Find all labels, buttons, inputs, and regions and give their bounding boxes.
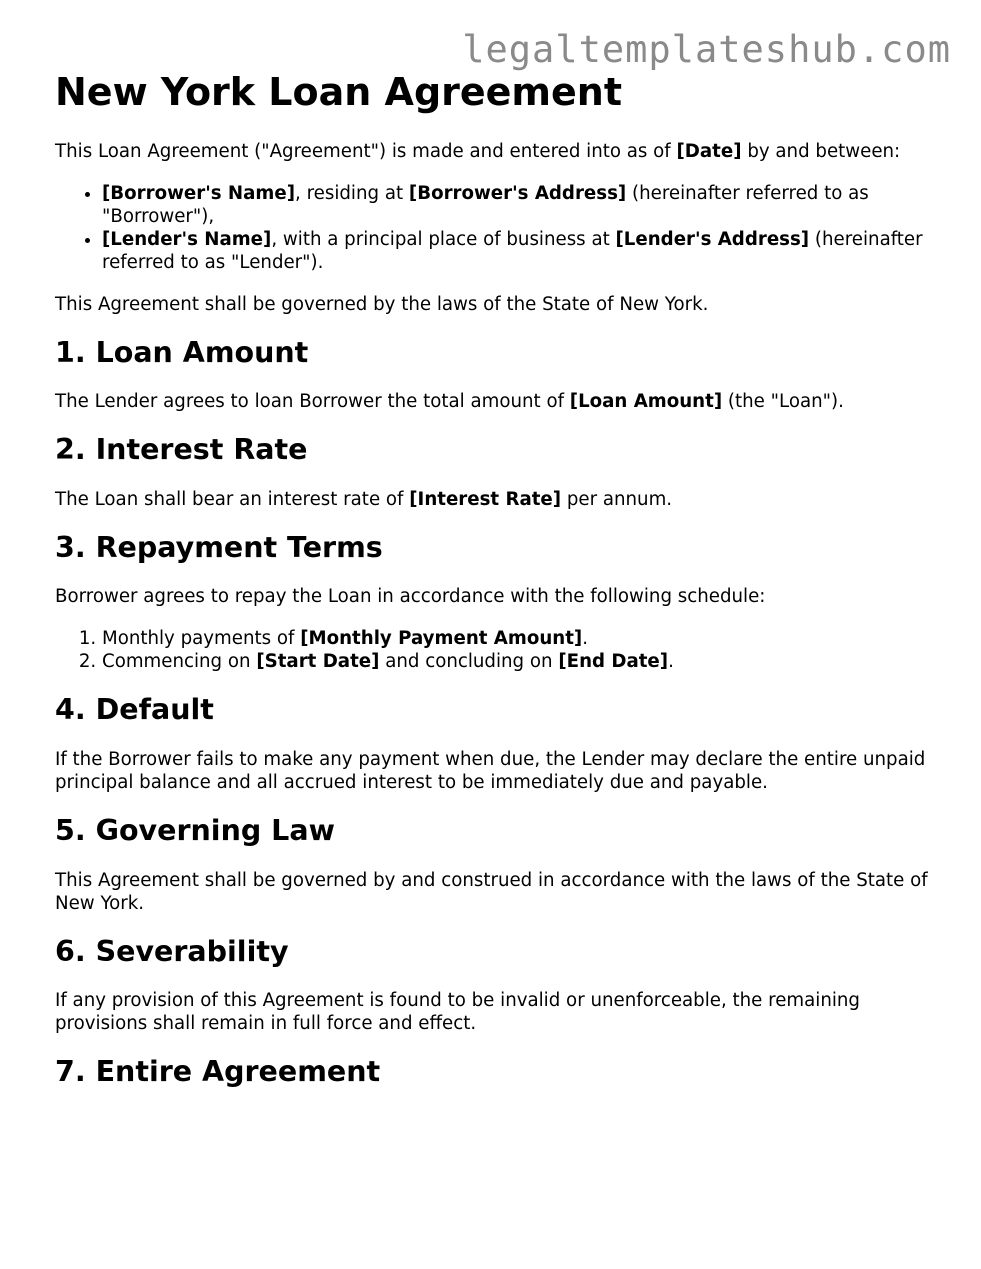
start-date-placeholder: [Start Date] — [256, 651, 380, 673]
section-interest-rate-heading: 2. Interest Rate — [55, 433, 308, 467]
lender-address-placeholder: [Lender's Address] — [615, 228, 810, 250]
intro-text-a: This Loan Agreement ("Agreement") is made and entered into as of — [55, 140, 677, 162]
section-repayment-text: Borrower agrees to repay the Loan in accordance with the following schedule: — [55, 586, 766, 608]
section-loan-amount-text — [55, 390, 935, 413]
monthly-payment-placeholder: [Monthly Payment Amount] — [300, 628, 583, 650]
repayment-item-dates — [102, 650, 935, 673]
loan-amount-text-c: (the "Loan"). — [722, 391, 844, 413]
interest-rate-text-a: The Loan shall bear an interest rate of — [55, 488, 410, 510]
borrower-text-mid: , residing at — [295, 182, 409, 204]
repayment-schedule-list — [55, 627, 935, 673]
interest-rate-placeholder: [Interest Rate] — [409, 488, 562, 510]
loan-amount-text-a: The Lender agrees to loan Borrower the total amount of — [55, 391, 570, 413]
section-entire-agreement-heading: 7. Entire Agreement — [55, 1055, 381, 1089]
intro-text-b: by and between: — [741, 140, 901, 162]
dates-text-e: . — [668, 651, 674, 673]
section-severability-text: If any provision of this Agreement is found to be invalid or unenforceable, the remaining provisions shall remain in full force and effect. — [55, 990, 860, 1035]
interest-rate-text-c: per annum. — [561, 488, 673, 510]
date-placeholder: [Date] — [676, 140, 742, 162]
borrower-name-placeholder: [Borrower's Name] — [102, 182, 296, 204]
loan-amount-placeholder: [Loan Amount] — [569, 391, 723, 413]
lender-name-placeholder: [Lender's Name] — [102, 228, 272, 250]
section-severability-heading: 6. Severability — [55, 934, 289, 968]
parties-list — [55, 182, 935, 274]
section-governing-law-text: This Agreement shall be governed by and construed in accordance with the laws of the State of New York. — [55, 869, 928, 914]
section-interest-rate-text — [55, 488, 935, 511]
dates-text-c: and concluding on — [379, 651, 559, 673]
section-governing-law-heading: 5. Governing Law — [55, 814, 335, 848]
document-body — [55, 70, 935, 1110]
repayment-item-monthly — [102, 627, 935, 650]
section-default-heading: 4. Default — [55, 693, 214, 727]
end-date-placeholder: [End Date] — [558, 651, 669, 673]
section-repayment-heading: 3. Repayment Terms — [55, 530, 383, 564]
site-watermark: legaltemplateshub.com — [462, 28, 951, 71]
document-title: New York Loan Agreement — [55, 70, 623, 114]
borrower-address-placeholder: [Borrower's Address] — [408, 182, 627, 204]
lender-text-tail: (hereinafter referred to as "Lender"). — [102, 228, 923, 273]
lender-text-mid: , with a principal place of business at — [271, 228, 616, 250]
monthly-text-a: Monthly payments of — [102, 628, 301, 650]
intro-paragraph — [55, 140, 935, 163]
dates-text-a: Commencing on — [102, 651, 257, 673]
party-borrower — [102, 182, 935, 228]
party-lender — [102, 228, 935, 274]
section-default-text: If the Borrower fails to make any payment when due, the Lender may declare the entire unpaid principal balance and all accrued interest to be immediately due and payable. — [55, 749, 926, 794]
borrower-text-tail: (hereinafter referred to as "Borrower"), — [102, 182, 869, 227]
monthly-text-c: . — [582, 628, 589, 650]
section-loan-amount-heading: 1. Loan Amount — [55, 335, 309, 369]
governing-statement: This Agreement shall be governed by the laws of the State of New York. — [55, 293, 709, 315]
